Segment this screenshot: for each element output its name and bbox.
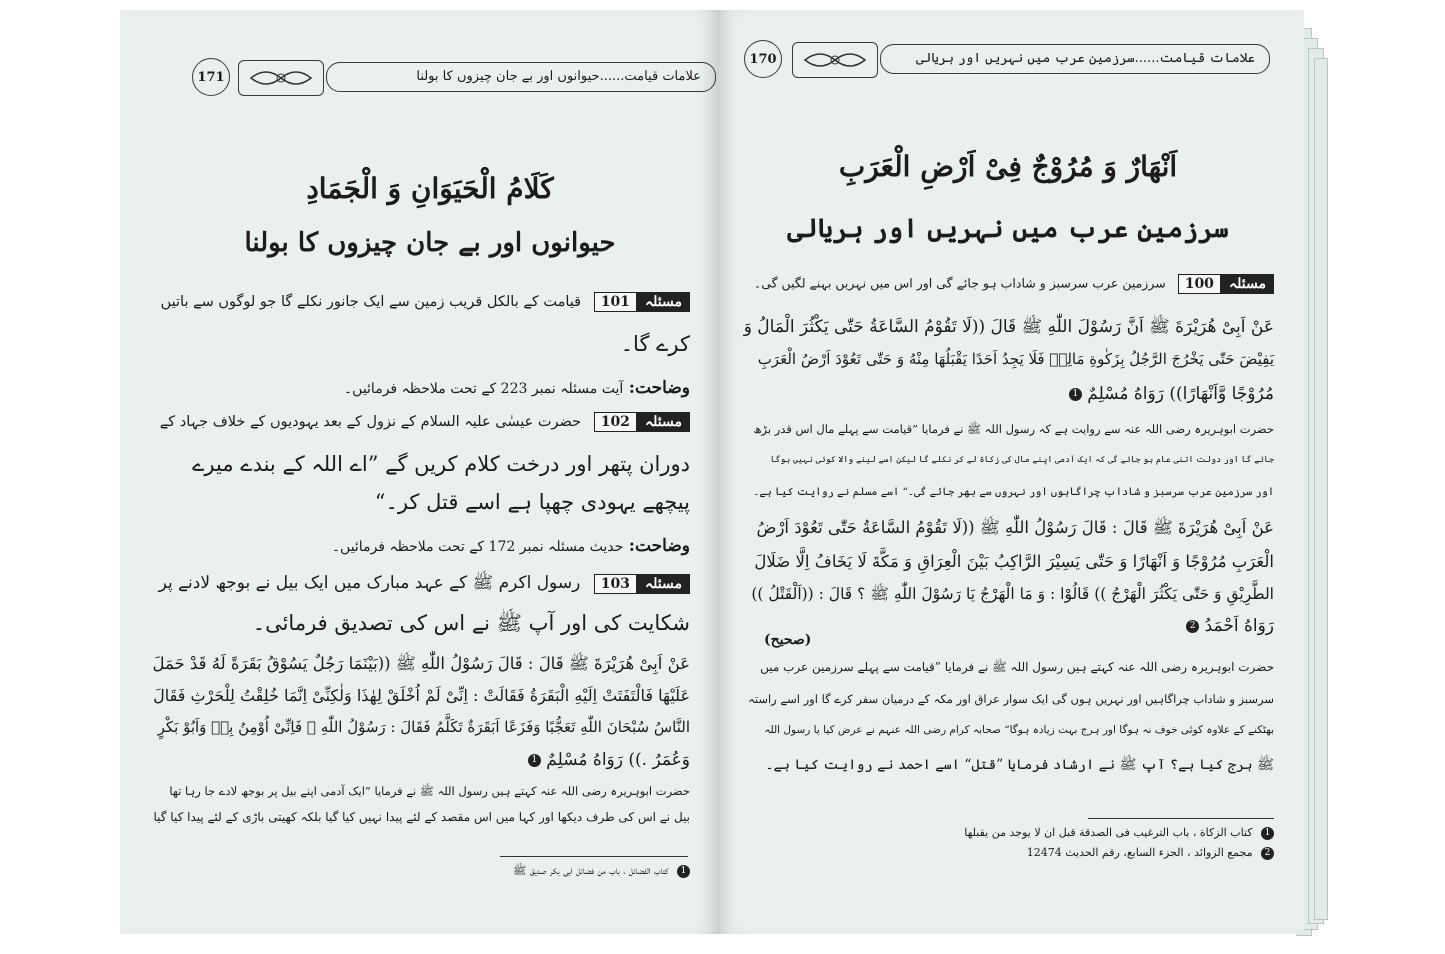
arabic-hadith-line: عَنْ اَبِیْ هُرَیْرَةَ ﷺ اَنَّ رَسُوْلَ اللّٰهِ ﷺ قَالَ ((لَا تَقُوْمُ السَّاعَةُ حَتّٰی یَكْثُرَ الْمَالُ وَ [743, 317, 1274, 337]
masala-badge [594, 412, 690, 432]
urdu-translation-line: ﷺ ہرج کیا ہے؟ آپ ﷺ نے ارشاد فرمایا ”قتل“ اسے احمد نے روایت کیا ہے۔ [765, 757, 1274, 773]
footnote [964, 826, 1274, 840]
masala-label: مسئلہ [637, 412, 690, 432]
page-number [192, 58, 230, 96]
arabic-hadith-line: یَفِیْضَ حَتّٰی یَخْرُجَ الرَّجُلُ بِزَكٰوةِ مَالِهٖ فَلَا یَجِدُ اَحَدًا یَقْبَلُهَا مِنْهُ وَ حَتّٰی تَعُوْدَ اَرْضُ الْعَرَبِ [757, 350, 1274, 368]
page-stack-edge [1314, 58, 1328, 920]
chapter-title-arabic: اَنْهَارٌ وَ مُرُوْجٌ فِیْ اَرْضِ الْعَرَبِ [838, 150, 1178, 183]
footnote-marker: 1 [1261, 827, 1274, 840]
wazahat-note [332, 536, 690, 556]
masala-badge [1178, 274, 1274, 294]
arabic-hadith-line [1064, 384, 1274, 404]
chapter-title-arabic: كَلَامُ الْحَيَوَانِ وَ الْجَمَادِ [306, 172, 554, 205]
arabic-hadith-text: مُرُوْجًا وَّاَنْهَارًا)) رَوَاهُ مُسْلِمٌ [1087, 384, 1274, 404]
arabic-hadith-line [523, 750, 690, 770]
footnote-marker: 1 [528, 754, 541, 767]
footnote-rule [1088, 818, 1274, 819]
sahih-grade: (صحیح) [764, 632, 812, 648]
footnote-marker: 1 [1069, 388, 1082, 401]
footnote-marker: 2 [1186, 620, 1199, 633]
ornament-icon [792, 42, 878, 78]
urdu-translation-line: حضرت ابوہریرہ رضی اللہ عنہ سے روایت ہے کہ رسول اللہ ﷺ نے فرمایا ”قیامت سے پہلے مال اس قدر بڑھ [753, 422, 1274, 436]
running-header-text: علامات قیامت......سرزمین عرب میں نہریں اور ہریالی [915, 51, 1255, 66]
masala-102 [160, 412, 690, 432]
footnote-marker: 2 [1261, 847, 1274, 860]
wazahat-note [344, 378, 690, 398]
footnote-text: كتاب الفضائل ، باب من فضائل ابی بكر صدیق ﷺ [512, 864, 669, 877]
masala-badge [594, 574, 690, 594]
masala-text: شکایت کی اور آپ ﷺ نے اس کی تصدیق فرمائی۔ [252, 611, 690, 635]
masala-number: 102 [594, 412, 637, 432]
masala-text: سرزمین عرب سرسبز و شاداب ہو جائے گی اور اس میں نہریں بہنے لگیں گی۔ [753, 275, 1166, 291]
masala-text: حضرت عیسٰی علیہ السلام کے نزول کے بعد یہودیوں کے خلاف جہاد کے [159, 414, 582, 430]
urdu-translation-line: بیل نے اس کی طرف دیکھا اور کہا میں اس مقصد کے لئے پیدا نہیں کیا گیا بلکہ کھیتی باڑی کے لئے پیدا کیا گیا [153, 810, 690, 824]
footnote-text: مجمع الزوائد ، الجزء السابع، رقم الحدیث 12474 [1026, 846, 1253, 859]
chapter-title-urdu: حیوانوں اور بے جان چیزوں کا بولنا [244, 228, 616, 258]
urdu-translation-line: سرسبز و شاداب چراگاہیں اور نہریں ہوں گی ایک سوار عراق اور مکہ کے درمیان سفر کرے گا اور اسے راستہ [748, 692, 1274, 706]
footnote-text: كتاب الزكاة ، باب الترغیب فی الصدقة قبل ان لا یوجد من یقبلها [964, 826, 1253, 839]
urdu-translation-line: جائے گا اور دولت اتنی عام ہو جائے گی کہ ایک آدمی اپنے مال کی زکاۃ لے کر نکلے گا لیکن اسے لینے والا کوئی نہیں ہوگا [770, 455, 1274, 465]
arabic-hadith-line: عَنْ اَبِیْ هُرَیْرَةَ ﷺ قَالَ : قَالَ رَسُوْلُ اللّٰهِ ﷺ ((بَیْنَمَا رَجُلٌ یَسُوْقُ بَقَرَةً لَهُ قَدْ حَمَلَ [152, 654, 690, 673]
masala-number: 101 [594, 292, 637, 312]
urdu-translation-line: بھٹکنے کے علاوہ کوئی خوف نہ ہوگا اور ہرج بہت زیادہ ہوگا“ صحابہ کرام رضی اللہ عنہم نے عرض کیا یا رسول اللہ [764, 724, 1274, 736]
ornament-icon [238, 60, 324, 96]
masala-label: مسئلہ [637, 292, 690, 312]
arabic-hadith-line: الطَّرِیْقِ وَ حَتّٰی یَكْثُرَ الْهَرْجُ )) قَالُوْا : وَ مَا الْهَرْجُ یَا رَسُوْلَ اللّٰهِ ﷺ ؟ قَالَ : ((اَلْقَتْلُ )) [751, 585, 1274, 603]
masala-100 [754, 274, 1274, 294]
wazahat-label: وضاحت: [628, 536, 690, 556]
masala-badge [594, 292, 690, 312]
masala-text: قیامت کے بالکل قریب زمین سے ایک جانور نکلے گا جو لوگوں سے باتیں [160, 294, 582, 310]
arabic-hadith-text: وَعُمَرُ .)) رَوَاهُ مُسْلِمٌ [546, 750, 690, 770]
page-number-text: 170 [749, 51, 777, 67]
masala-number: 103 [594, 574, 637, 594]
arabic-hadith-line: عَنْ اَبِیْ هُرَیْرَةَ ﷺ قَالَ : قَالَ رَسُوْلُ اللّٰهِ ﷺ ((لَا تَقُوْمُ السَّاعَةُ حَتّٰی تَعُوْدَ اَرْضُ [756, 518, 1274, 537]
masala-label: مسئلہ [637, 574, 690, 594]
page-number [744, 40, 782, 78]
masala-text: پیچھے یہودی چھپا ہے اسے قتل کر۔“ [374, 490, 690, 514]
masala-text: دوران پتھر اور درخت کلام کریں گے ”اے اللہ کے بندے میرے [192, 452, 690, 476]
left-page [120, 10, 718, 934]
wazahat-text: آیت مسئلہ نمبر 223 کے تحت ملاحظہ فرمائیں۔ [343, 381, 624, 397]
arabic-hadith-text: رَوَاهُ اَحْمَدُ [1204, 616, 1274, 636]
urdu-translation-line: اور سرزمین عرب سرسبز و شاداب چراگاہوں اور نہروں سے بھر جائے گی۔“ اسے مسلم نے روایت کیا ہے۔ [753, 486, 1274, 498]
arabic-hadith-line: عَلَیْهَا فَالْتَفَتَتْ اِلَیْهِ الْبَقَرَةُ فَقَالَتْ : اِنِّیْ لَمْ اُخْلَقْ لِهٰذَا وَلٰكِنِّیْ اِنَّمَا خُلِقْتُ لِلْحَرْثِ فَقَالَ [153, 686, 690, 705]
masala-text: کرے گا۔ [620, 332, 690, 356]
chapter-title-urdu: سرزمین عرب میں نہریں اور ہریالی [787, 214, 1229, 244]
page-number-text: 171 [197, 69, 225, 85]
footnote-rule [500, 856, 688, 857]
masala-101 [161, 292, 690, 312]
footnote [513, 864, 690, 880]
arabic-hadith-line [1181, 616, 1274, 636]
urdu-translation-line: حضرت ابوہریرہ رضی اللہ عنہ کہتے ہیں رسول اللہ ﷺ نے فرمایا ”ایک آدمی اپنے بیل پر بوجھ لادے جا رہا تھا [169, 784, 690, 798]
footnote [1027, 846, 1274, 860]
running-header [880, 44, 1270, 74]
footnote-marker: 1 [677, 865, 690, 878]
running-header-text: علامات قیامت......حیوانوں اور بے جان چیزوں کا بولنا [416, 69, 701, 84]
arabic-hadith-line: الْعَرَبِ مُرُوْجًا وَ اَنْهَارًا وَ حَتّٰی یَسِیْرَ الرَّاكِبُ بَیْنَ الْعِرَاقِ وَ مَكَّةَ لَا یَخَافُ اِلَّا ضَلَالَ [754, 552, 1274, 571]
masala-text: رسول اکرم ﷺ کے عہد مبارک میں ایک بیل نے بوجھ لادنے پر [158, 573, 581, 593]
masala-103 [159, 572, 690, 597]
masala-label: مسئلہ [1221, 274, 1274, 294]
arabic-hadith-line: النَّاسُ سُبْحَانَ اللّٰهِ تَعَجُّبًا وَفَزَعًا اَبَقَرَةٌ تَكَلَّمُ فَقَالَ : رَسُوْلُ اللّٰهِ ﷺ فَاِنِّیْ اُوْمِنُ بِهٖ وَاَبُوْ بَكْرٍ [157, 718, 690, 736]
right-page [718, 10, 1304, 934]
masala-number: 100 [1178, 274, 1221, 294]
wazahat-text: حدیث مسئلہ نمبر 172 کے تحت ملاحظہ فرمائیں۔ [331, 539, 624, 555]
urdu-translation-line: حضرت ابوہریرہ رضی اللہ عنہ کہتے ہیں رسول اللہ ﷺ نے فرمایا ”قیامت سے پہلے سرزمین عرب میں [760, 660, 1274, 674]
running-header [326, 62, 716, 92]
wazahat-label: وضاحت: [628, 378, 690, 398]
